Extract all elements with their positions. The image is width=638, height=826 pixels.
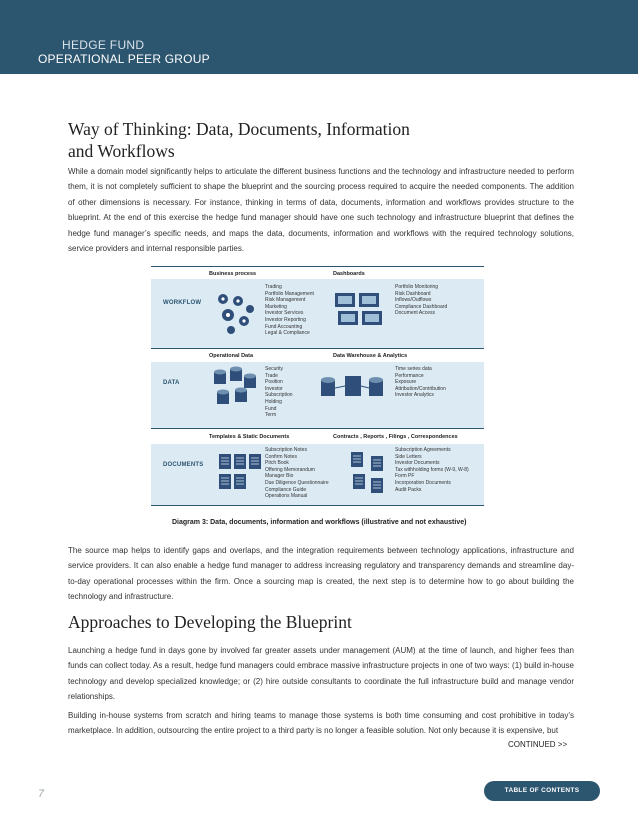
approaches-paragraph-1: Launching a hedge fund in days gone by involved far greater assets under management (AUM) at the time of launch, and higher fees than funds can collect today. As a result, hedge fund managers could embrace massive infrastructure projects in one of two ways: (1) build in-house technology and develop specialized knowledge; or (2) hire outside consultants to coordinate the full infrastructure build and manage vendor relationships. xyxy=(68,646,574,702)
list-item: Holding xyxy=(265,398,282,405)
list-item: Tax withholding forms (W-9, W-8) xyxy=(395,466,469,473)
workflow-data-documents-diagram xyxy=(151,266,484,510)
heading-data-warehouse: Data Warehouse & Analytics xyxy=(333,353,408,359)
list-item: Performance xyxy=(395,372,424,379)
list-item: Compliance Guide xyxy=(265,486,307,493)
list-item: Time series data xyxy=(395,366,432,372)
list-item: Incorporation Documents xyxy=(395,479,451,486)
row-label-documents: DOCUMENTS xyxy=(163,462,204,468)
list-item: Subscription Agreements xyxy=(395,447,451,453)
brand-line-2: OPERATIONAL PEER GROUP xyxy=(38,52,210,66)
list-item: Portfolio Management xyxy=(265,290,314,297)
list-item: Investor Reporting xyxy=(265,316,306,323)
approaches-paragraph-2: Building in-house systems from scratch and hiring teams to manage those systems is both time consuming and cost prohibitive in today’s marketplace. In addition, outsourcing the entire project to a third party is no longer a feasible solution. Not only because it is expensive, but xyxy=(68,711,574,736)
contract-files-icon xyxy=(349,450,389,498)
list-item: Trade xyxy=(265,372,278,379)
business-process-list xyxy=(265,284,314,337)
list-item: Fund Accounting xyxy=(265,323,303,330)
list-item: Attribution/Contribution xyxy=(395,385,446,392)
dashboards-list xyxy=(395,284,447,317)
list-item: Investor Documents xyxy=(395,460,440,467)
list-item: Security xyxy=(265,366,284,372)
list-item: Confirm Notes xyxy=(265,453,297,460)
heading-operational-data: Operational Data xyxy=(209,353,254,359)
list-item: Operations Manual xyxy=(265,493,308,500)
list-item: Form PF xyxy=(395,473,415,480)
heading-business-process: Business process xyxy=(209,271,257,277)
list-item: Subscription Notes xyxy=(265,447,307,453)
list-item: Exposure xyxy=(395,379,417,386)
row-label-data: DATA xyxy=(163,380,180,386)
source-map-paragraph: The source map helps to identify gaps and overlaps, and the integration requirements between technology applications, infrastructure and service providers. It can also enable a hedge fund manager to address increasing regulatory and transparency demands and streamline day-to-day operational processes within the firm. Once a sourcing map is created, the next step is to determine how to go about building the technology and infrastructure. xyxy=(68,546,574,602)
document-stack-icon xyxy=(217,452,263,494)
list-item: Portfolio Monitoring xyxy=(395,284,439,290)
list-item: Side Letters xyxy=(395,453,422,460)
list-item: Subscription xyxy=(265,392,293,399)
diagram-caption: Diagram 3: Data, documents, information and workflows (illustrative and not exhaustive) xyxy=(172,519,467,526)
data-warehouse-icon xyxy=(319,370,389,410)
list-item: Position xyxy=(265,379,283,386)
list-item: Term xyxy=(265,412,277,419)
list-item: Investor Analytics xyxy=(395,392,434,399)
continued-link[interactable]: CONTINUED >> xyxy=(508,740,568,749)
list-item: Investor Services xyxy=(265,310,304,317)
contracts-reports-list xyxy=(395,447,469,493)
list-item: Legal & Compliance xyxy=(265,330,310,337)
row-label-workflow: WORKFLOW xyxy=(163,300,202,306)
section-title-approaches: Approaches to Developing the Blueprint xyxy=(68,612,352,632)
database-cylinders-icon xyxy=(211,366,261,412)
list-item: Trading xyxy=(265,284,282,290)
heading-dashboards: Dashboards xyxy=(333,271,365,277)
heading-contracts-reports: Contracts , Reports , Filings , Correspondences xyxy=(333,434,458,440)
templates-list xyxy=(265,447,329,500)
dashboard-screens-icon xyxy=(334,291,388,329)
list-item: Pitch Book xyxy=(265,460,289,467)
list-item: Fund xyxy=(265,405,277,412)
section-body-paragraph: While a domain model significantly helps to articulate the different business functions and the technology and infrastructure needed to perform them, it is not completely sufficient to shape the blueprint and the sourcing process required to acquire the needed components. The addition of other dimensions is necessary. For instance, thinking in terms of data, documents, information and workflows provides structure to the blueprint. At the end of this exercise the hedge fund manager should have one such technology and infrastructure blueprint that defines the hedge fund manager’s specific needs, and maps the data, documents, information and workflows with the required technology solutions, service providers and internal responsible parties. xyxy=(68,167,574,254)
list-item: Marketing xyxy=(265,303,287,310)
list-item: Offering Memorandum xyxy=(265,466,315,473)
gears-icon xyxy=(211,289,261,339)
list-item: Risk Dashboard xyxy=(395,290,431,297)
list-item: Inflows/Outflows xyxy=(395,297,432,304)
list-item: Compliance Dashboard xyxy=(395,303,448,310)
operational-data-list xyxy=(265,366,293,419)
list-item: Audit Packs xyxy=(395,486,422,493)
list-item: Manager Bio xyxy=(265,473,294,480)
list-item: Investor xyxy=(265,385,283,392)
list-item: Document Access xyxy=(395,310,436,317)
data-warehouse-list xyxy=(395,366,446,399)
section-title-way-of-thinking: Way of Thinking: Data, Documents, Information and Workflows xyxy=(68,119,410,161)
brand-line-1: HEDGE FUND xyxy=(62,38,145,52)
page-number: 7 xyxy=(38,788,45,800)
heading-templates-static-documents: Templates & Static Documents xyxy=(209,434,290,440)
list-item: Risk Management xyxy=(265,297,306,304)
list-item: Due Diligence Questionnaire xyxy=(265,479,329,486)
table-of-contents-button[interactable]: TABLE OF CONTENTS xyxy=(484,781,600,801)
